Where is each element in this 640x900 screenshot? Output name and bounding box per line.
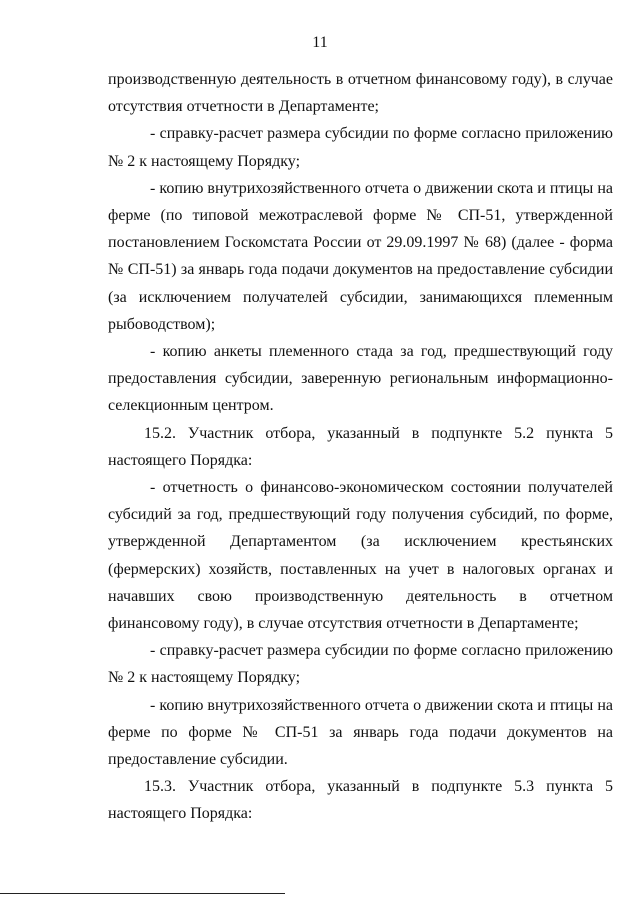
paragraph-list-item: - отчетность о финансово-экономическом состоянии получателей субсидий за год, предшествующий году получения субсидий, по форме, утвержденной Департаментом (за исключением крестьянских (фермерских) хозяйств, поставленных на учет в налоговых органах и начавших свою производственную деятельность в отчетном финансовому году), в случае отсутствия отчетности в Департаменте; [108, 479, 613, 633]
paragraph-continuation: производственную деятельность в отчетном финансовому году), в случае отсутствия отчетности в Департаменте; [108, 71, 613, 116]
paragraph-list-item: - копию внутрихозяйственного отчета о движении скота и птицы на ферме по форме № СП-51 за январь года подачи документов на предоставление субсидии. [108, 696, 613, 769]
paragraph-list-item: - копию внутрихозяйственного отчета о движении скота и птицы на ферме (по типовой межотраслевой форме № СП-51, утвержденной постановлением Госкомстата России от 29.09.1997 № 68) (далее - форма № СП-51) за январь года подачи документов на предоставление субсидии (за исключением получателей субсидии, занимающихся племенным рыбоводством); [108, 179, 613, 333]
paragraph-list-item: - справку-расчет размера субсидии по форме согласно приложению № 2 к настоящему Порядку; [108, 125, 613, 170]
paragraph-list-item: - справку-расчет размера субсидии по форме согласно приложению № 2 к настоящему Порядку; [108, 642, 613, 687]
document-body [108, 66, 613, 828]
page-number: 11 [312, 34, 328, 51]
paragraph-clause: 15.2. Участник отбора, указанный в подпункте 5.2 пункта 5 настоящего Порядка: [108, 424, 613, 469]
footer-divider [0, 893, 285, 894]
paragraph-clause: 15.3. Участник отбора, указанный в подпункте 5.3 пункта 5 настоящего Порядка: [108, 778, 613, 823]
paragraph-list-item: - копию анкеты племенного стада за год, предшествующий году предоставления субсидии, заверенную региональным информационно-селекционным центром. [108, 343, 613, 415]
